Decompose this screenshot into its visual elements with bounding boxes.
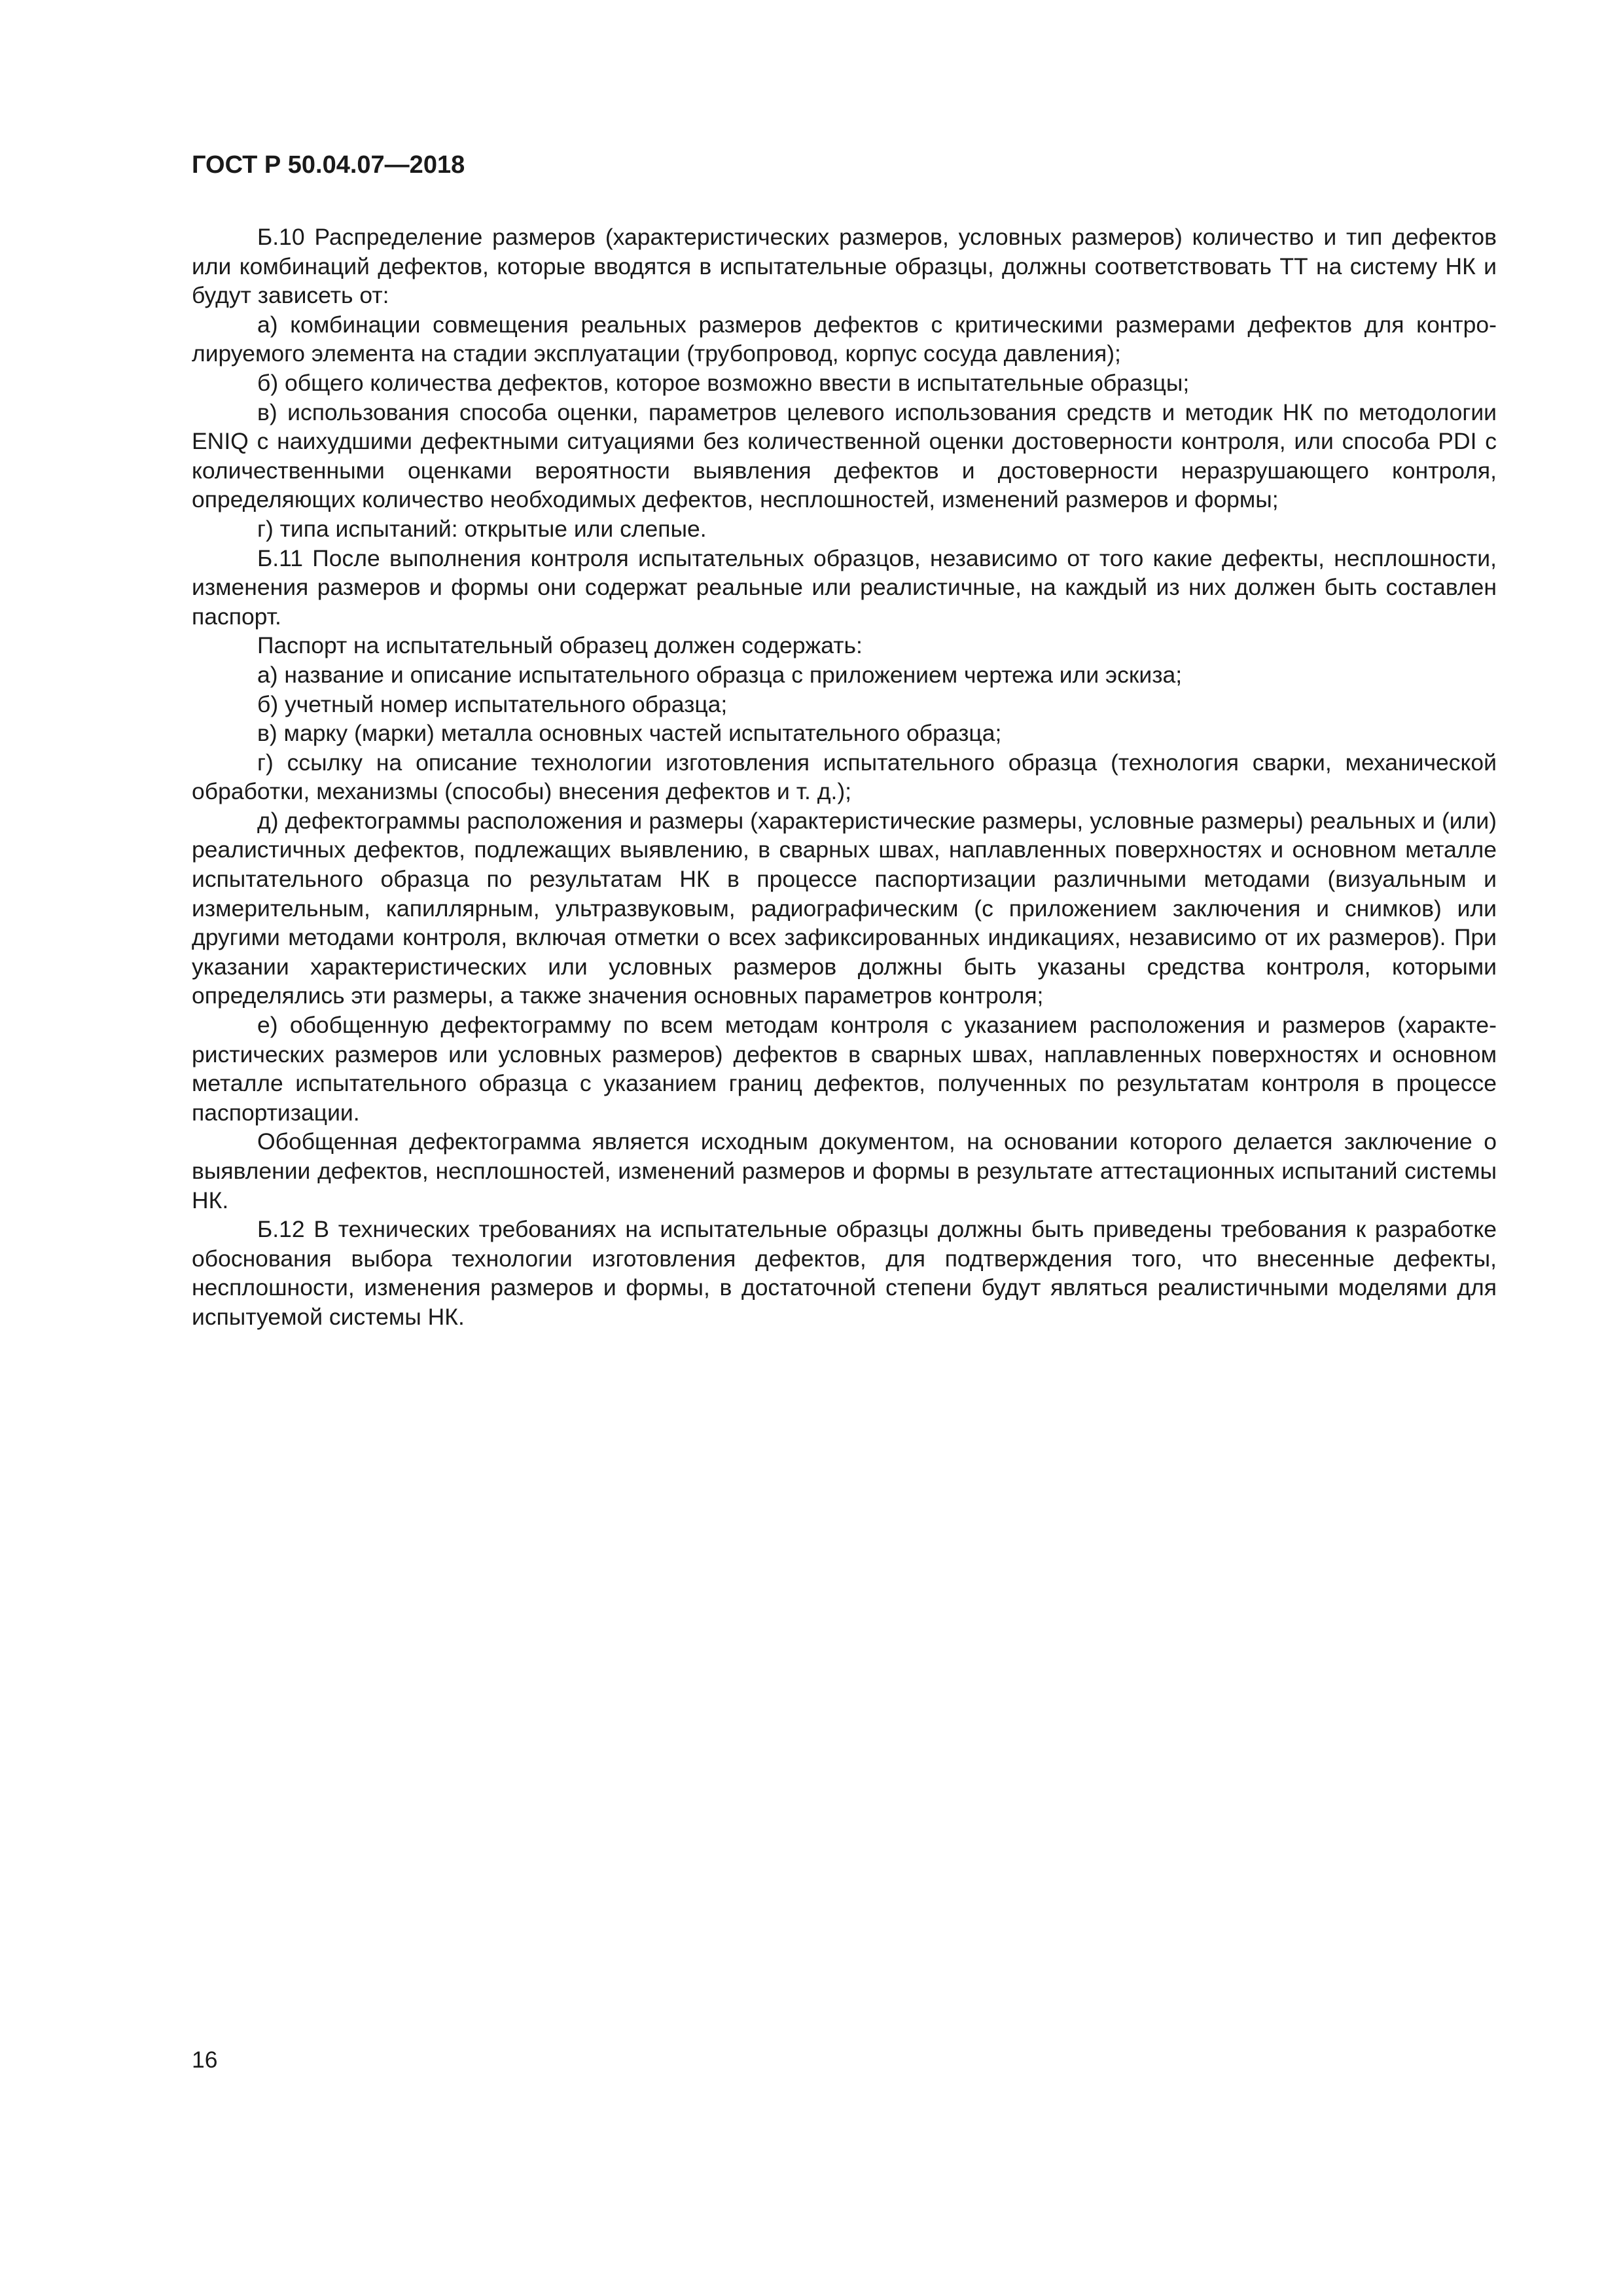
list-item-b: б) общего количества дефектов, которое возможно ввести в испытательные образцы; bbox=[257, 369, 1190, 396]
passport-item-d: д) дефектограммы расположения и размеры (характеристические размеры, условные размеры) реальных и (или) реалистичных дефектов, подлежащих выявлению, в сварных швах, наплавленных поверхностях и основном металле испытательного образца по результатам НК в процессе паспортизации различными методами (визуальным и измерительным, капиллярным, ультразвуковым, радиографическим (с приложением заключения и снимков) или другими методами контроля, включая отметки о всех зафиксированных индикациях, независимо от их размеров). При указании характеристических или условных размеров должны быть указаны средства контроля, которыми определялись эти размеры, а также значения основных параметров контроля; bbox=[192, 807, 1497, 1009]
passport-item-g: г) ссылку на описание технологии изготовления испытательного образца (технология сварки, механической обработки, механизмы (способы) внесения дефектов и т. д.); bbox=[192, 749, 1497, 805]
page-number: 16 bbox=[192, 2047, 218, 2073]
passport-intro: Паспорт на испытательный образец должен содержать: bbox=[257, 632, 863, 659]
paragraph-b11: Б.11 После выполнения контроля испытательных образцов, независимо от того какие дефекты, несплошности, изменения размеров и формы они содержат реальные или реалистичные, на каждый из них должен быть составлен паспорт. bbox=[192, 545, 1497, 630]
list-item-g: г) типа испытаний: открытые или слепые. bbox=[257, 515, 707, 542]
passport-item-a: а) название и описание испытательного образца с приложением чертежа или эскиза; bbox=[257, 661, 1183, 688]
paragraph-b10: Б.10 Распределение размеров (характеристических размеров, условных размеров) количество и тип дефектов или комбинаций дефектов, которые вводятся в испытательные образцы, должны соответствовать ТТ на систему НК и будут зависеть от: bbox=[192, 224, 1497, 309]
passport-item-b: б) учетный номер испытательного образца; bbox=[257, 691, 728, 717]
passport-item-v: в) марку (марки) металла основных частей испытательного образца; bbox=[257, 720, 1002, 747]
paragraph-b12: Б.12 В технических требованиях на испытательные образцы должны быть приведены требования к разработке обоснования выбора технологии изготовления дефектов, для подтверждения того, что внесенные дефекты, несплошности, изменения размеров и формы, в достаточной степени будут являться реалистичными моделями для испытуемой системы НК. bbox=[192, 1216, 1497, 1330]
list-item-a: а) комбинации совмещения реальных размеров дефектов с критическими размерами дефектов для контролируемого элемента на стадии эксплуатации (трубопровод, корпус сосуда давления); bbox=[192, 311, 1497, 367]
list-item-v: в) использования способа оценки, параметров целевого использования средств и методик НК по методологии ENIQ с наихудшими дефектными ситуациями без количественной оценки достоверности контроля, или способа PDI с количественными оценками вероятности выявления дефектов и достоверности неразрушающего контроля, определяющих количество необходимых дефектов, несплошностей, изменений размеров и формы; bbox=[192, 399, 1497, 513]
paragraph-defectogram: Обобщенная дефектограмма является исходным документом, на основании которого делается заключение о выявлении дефектов, несплошностей, изменений размеров и формы в результате аттестационных испытаний системы НК. bbox=[192, 1128, 1497, 1213]
document-code-header: ГОСТ Р 50.04.07—2018 bbox=[192, 151, 465, 179]
document-body bbox=[192, 223, 1497, 1332]
passport-item-e: е) обобщенную дефектограмму по всем методам контроля с указанием расположения и размеров (характеристических размеров или условных размеров) дефектов в сварных швах, наплавленных поверхностях и основном металле испытательного образца с указанием границ дефектов, полученных по результатам контроля в процессе паспортизации. bbox=[192, 1012, 1497, 1126]
